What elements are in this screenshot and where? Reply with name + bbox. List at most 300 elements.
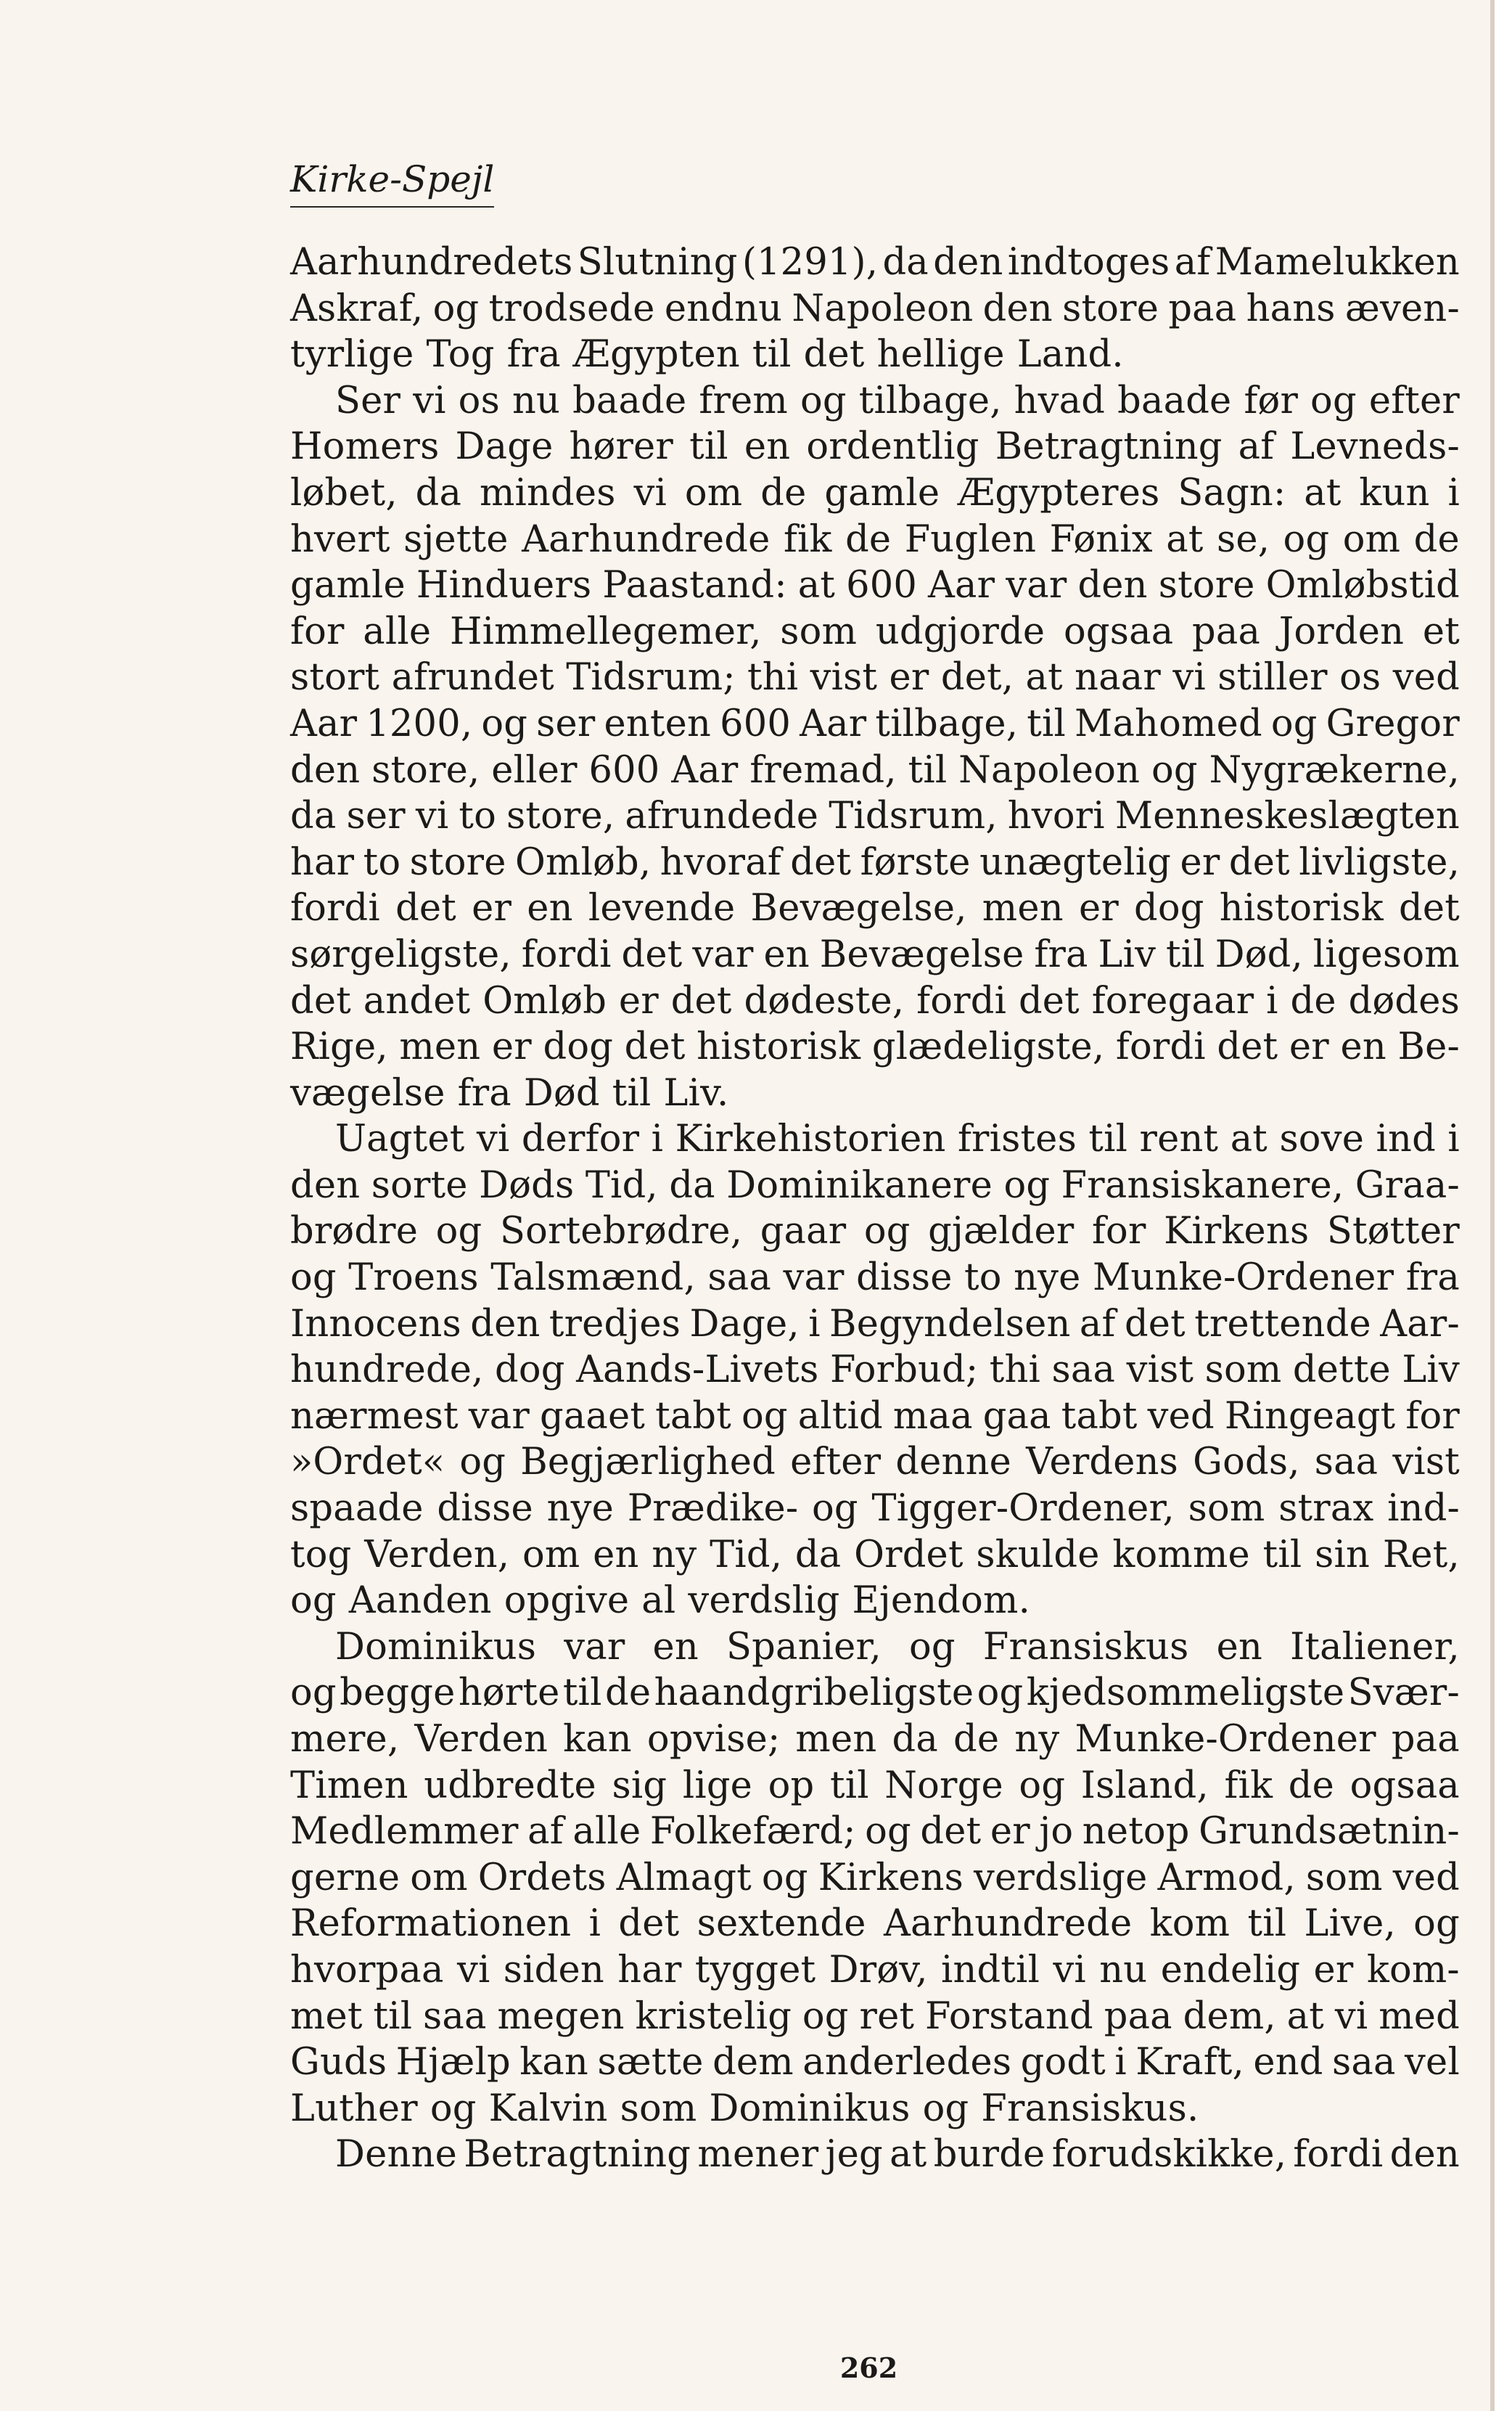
word: hvori [1007, 795, 1105, 838]
word: se, [1216, 517, 1270, 561]
word: som [620, 2087, 697, 2130]
word: sørgeligste, [290, 933, 511, 976]
word: Reformationen [290, 1902, 572, 1946]
word: Mahomed [1075, 702, 1262, 745]
word: Dominikus [709, 2087, 911, 2130]
word: da [290, 795, 337, 838]
word: med [1379, 1994, 1460, 2038]
word: var [468, 1394, 530, 1438]
word: Fransiskus [982, 1625, 1189, 1669]
word: Fransiskanere, [1061, 1163, 1344, 1207]
word: det [1217, 1026, 1278, 1069]
word: om [684, 471, 743, 515]
text-line [290, 1347, 1460, 1393]
word: og [865, 1810, 911, 1854]
word: saa [707, 1256, 771, 1300]
text-line [290, 1578, 1460, 1624]
word: og [290, 1256, 337, 1300]
word: dette [1292, 1348, 1391, 1392]
word: den [470, 1302, 541, 1346]
word: gamle [824, 471, 940, 515]
word: om [410, 1856, 468, 1899]
word: en [1216, 1625, 1262, 1669]
word: til [689, 425, 728, 469]
word: verdslige [974, 1856, 1148, 1899]
word: Grundsætnin- [1199, 1810, 1460, 1854]
word: hører [569, 425, 674, 469]
word: kan [519, 2041, 588, 2084]
word: æven- [1344, 287, 1460, 330]
word: som [1204, 1348, 1282, 1392]
word: derfor [521, 1118, 640, 1161]
body-text [290, 240, 1460, 2178]
word: baade [1117, 379, 1232, 422]
word: har [290, 840, 355, 884]
word: Gods, [1193, 1441, 1300, 1484]
word: nye [546, 1487, 615, 1531]
word: ogsaa [1349, 1764, 1460, 1807]
word: vi [1172, 656, 1206, 700]
word: Napoleon [792, 287, 974, 330]
word: ret [859, 1994, 915, 2038]
word: Verdens [1026, 1441, 1179, 1484]
word: hørte [458, 1671, 560, 1715]
word: en [527, 887, 573, 930]
word: 600 [720, 702, 792, 745]
word: vægelse [290, 1071, 445, 1115]
word: kom- [1366, 1948, 1460, 1992]
word: Homers [290, 425, 440, 469]
text-line [290, 1716, 1460, 1763]
word: foregaar [1091, 979, 1254, 1023]
word: i [1114, 2041, 1127, 2084]
text-line [290, 655, 1460, 701]
word: for [1091, 1210, 1146, 1253]
word: det [1399, 887, 1460, 930]
word: saa [1314, 1441, 1379, 1484]
word: Paastand: [602, 564, 787, 607]
word: dog [1134, 887, 1204, 930]
word: al [641, 1579, 676, 1623]
word: Aar [290, 702, 358, 745]
word: Prædike- [627, 1487, 799, 1531]
word: det [1124, 1302, 1186, 1346]
word: og [909, 1625, 956, 1669]
word: Graa- [1355, 1163, 1460, 1207]
word: Himmellegemer, [449, 610, 762, 653]
word: jo [1039, 1810, 1074, 1854]
word: Land. [1016, 333, 1124, 377]
word: Medlemmer [290, 1810, 519, 1854]
word: den [290, 748, 361, 792]
word: Innocens [290, 1302, 461, 1346]
word: og [459, 1441, 506, 1484]
word: Rige, [290, 1026, 388, 1069]
word: Sortebrødre, [499, 1210, 743, 1253]
word: til [752, 333, 792, 377]
word: os [458, 379, 500, 422]
word: er [889, 656, 929, 700]
word: Tid, [585, 1163, 658, 1207]
word: og [435, 1210, 482, 1253]
word: Armod, [1157, 1856, 1296, 1899]
word: de [760, 471, 807, 515]
word: paa [1168, 287, 1237, 330]
word: vi [1334, 1994, 1368, 2038]
word: Nygrækerne, [1209, 748, 1460, 792]
word: trettende [1194, 1302, 1371, 1346]
word: Troens [348, 1256, 479, 1300]
word: sorte [371, 1163, 468, 1207]
word: en [652, 1625, 699, 1669]
word: kom [1149, 1902, 1230, 1946]
word: gaaet [539, 1394, 646, 1438]
word: Munke-Ordener [1093, 1256, 1394, 1300]
word: store, [371, 748, 480, 792]
word: sin [1315, 1533, 1371, 1576]
word: og [290, 1579, 337, 1623]
word: Jorden [1278, 610, 1405, 653]
word: en [1340, 1026, 1386, 1069]
text-line [290, 748, 1460, 794]
text-line [290, 1670, 1460, 1716]
word: alle [572, 1810, 641, 1854]
word: Død, [1215, 933, 1303, 976]
word: det [395, 887, 456, 930]
word: fik [783, 517, 832, 561]
word: vi [633, 471, 667, 515]
word: Betragtning [464, 2133, 691, 2177]
word: og [1310, 379, 1357, 422]
word: jeg [825, 2133, 883, 2177]
word: saa [1332, 2041, 1396, 2084]
word: Kirkehistorien [675, 1118, 946, 1161]
word: Begjærlighed [520, 1441, 776, 1484]
word: fordi [1115, 1026, 1206, 1069]
word: Slutning [577, 241, 738, 284]
word: vist [1126, 1348, 1194, 1392]
word: og [1151, 748, 1198, 792]
word: store, [506, 795, 615, 838]
word: den [1077, 564, 1148, 607]
word: første [860, 840, 971, 884]
word: denne [895, 1441, 1012, 1484]
word: og [802, 1994, 849, 2038]
word: ind- [1387, 1487, 1460, 1531]
word: hans [1246, 287, 1336, 330]
word: sætte [597, 2041, 704, 2084]
word: end [1253, 2041, 1323, 2084]
text-line [290, 885, 1460, 932]
word: sig [612, 1764, 667, 1807]
word: Live, [1304, 1902, 1396, 1946]
word: nye [1014, 1256, 1081, 1300]
word: Ægypten [572, 333, 740, 377]
word: vi [415, 795, 449, 838]
word: Ægypteres [958, 471, 1160, 515]
word: Timen [290, 1764, 408, 1807]
word: det [790, 840, 852, 884]
text-line [290, 378, 1460, 425]
word: ordentlig [806, 425, 979, 469]
word: sove [1279, 1118, 1365, 1161]
word: paa [1104, 1994, 1172, 2038]
word: dødes [1348, 979, 1460, 1023]
word: thi [989, 1348, 1041, 1392]
word: Almagt [616, 1856, 752, 1899]
word: Levneds- [1290, 425, 1460, 469]
word: om [1342, 517, 1401, 561]
word: er [472, 887, 512, 930]
word: de [1290, 979, 1336, 1023]
word: Aar [671, 748, 739, 792]
word: udbredte [424, 1764, 596, 1807]
word: er [618, 979, 659, 1023]
word: stort [290, 656, 380, 700]
word: Omløb [482, 979, 607, 1023]
word: vi [413, 379, 446, 422]
word: udgjorde [875, 610, 1045, 653]
word: hvad [1014, 379, 1106, 422]
word: to [964, 1256, 1002, 1300]
word: Mamelukken [1215, 241, 1460, 284]
word: forudskikke, [1051, 2133, 1287, 2177]
word: en [763, 933, 810, 976]
word: da [415, 471, 462, 515]
word: opgive [504, 1579, 630, 1623]
word: Kirkens [818, 1856, 964, 1899]
word: til [1247, 1902, 1287, 1946]
word: kun [1359, 471, 1430, 515]
word: 600 [846, 564, 918, 607]
word: begge [340, 1671, 456, 1715]
word: det [803, 333, 865, 377]
word: megen [497, 1994, 625, 2038]
text-line [290, 1208, 1460, 1255]
word: og [481, 702, 528, 745]
word: Forbud; [829, 1348, 979, 1392]
word: frem [699, 379, 788, 422]
word: ny [1014, 1718, 1060, 1761]
word: om [522, 1533, 580, 1576]
word: de [845, 517, 892, 561]
running-head: Kirke-Spejl [290, 158, 494, 208]
text-line [290, 1071, 1460, 1117]
word: Sagn: [1178, 471, 1286, 515]
word: det [920, 1810, 982, 1854]
word: er [1078, 887, 1119, 930]
word: Drøv, [829, 1948, 928, 1992]
word: saa [423, 1994, 487, 2038]
word: altid [797, 1394, 883, 1438]
word: trodsede [488, 287, 655, 330]
text-line [290, 793, 1460, 840]
word: enten [604, 702, 712, 745]
word: Ret, [1382, 1533, 1460, 1576]
text-line [290, 1255, 1460, 1301]
word: ligesom [1312, 933, 1460, 976]
text-line [290, 1163, 1460, 1209]
word: Folkefærd; [649, 1810, 856, 1854]
text-line [290, 286, 1460, 332]
word: og [800, 379, 847, 422]
word: Død [523, 1071, 600, 1115]
text-line [290, 1301, 1460, 1348]
word: 600 [588, 748, 660, 792]
word: Luther [290, 2087, 418, 2130]
word: dog [495, 1348, 565, 1392]
text-line [290, 1024, 1460, 1071]
word: en [744, 425, 791, 469]
word: er [990, 1810, 1030, 1854]
word: Island, [1080, 1764, 1209, 1807]
text-line [290, 1624, 1460, 1671]
word: nærmest [290, 1394, 459, 1438]
word: og [430, 2087, 477, 2130]
word: Aarhundrede [522, 517, 771, 561]
word: disse [437, 1487, 533, 1531]
word: det [618, 1902, 680, 1946]
word: fik [1224, 1764, 1273, 1807]
word: har [617, 1948, 682, 1992]
word: at [889, 2133, 927, 2177]
word: Be- [1397, 1026, 1460, 1069]
word: Dominikus [335, 1625, 537, 1669]
word: i [1266, 979, 1278, 1023]
word: Ringeagt [1224, 1394, 1396, 1438]
text-line [290, 2132, 1460, 2178]
word: Døds [479, 1163, 575, 1207]
word: da [882, 241, 929, 284]
word: som [780, 610, 858, 653]
word: saa [1051, 1348, 1116, 1392]
text-line [290, 562, 1460, 609]
word: et [1422, 610, 1460, 653]
word: af [1238, 425, 1275, 469]
word: Munke-Ordener [1075, 1718, 1376, 1761]
word: og [1413, 1902, 1460, 1946]
word: Bevægelse [819, 933, 1024, 976]
word: dem, [1183, 1994, 1276, 2038]
word: »Ordet« [290, 1441, 445, 1484]
word: baade [572, 379, 687, 422]
word: er [1289, 1026, 1329, 1069]
word: af [1079, 1302, 1116, 1346]
word: af [1174, 241, 1211, 284]
word: tabt [655, 1394, 731, 1438]
word: Tidsrum; [566, 656, 736, 700]
text-line [290, 240, 1460, 286]
word: Verden [414, 1718, 548, 1761]
word: burde [933, 2133, 1045, 2177]
word: og [741, 1394, 788, 1438]
word: fra [1034, 933, 1088, 976]
word: komme [1112, 1533, 1250, 1576]
word: de [953, 1718, 1000, 1761]
word: fordi [521, 933, 612, 976]
word: til [1262, 1533, 1302, 1576]
word: i [588, 1902, 601, 1946]
word: til [1088, 1118, 1128, 1161]
word: tilbage, [875, 702, 1019, 745]
word: disse [856, 1256, 953, 1300]
word: fristes [957, 1118, 1077, 1161]
word: vist [810, 656, 878, 700]
word: at [1304, 471, 1342, 515]
word: mindes [479, 471, 616, 515]
word: løbet, [290, 471, 398, 515]
word: ny [652, 1533, 697, 1576]
word: de [604, 1671, 652, 1715]
word: kristelig [635, 1994, 792, 2038]
word: Ser [335, 379, 401, 422]
word: store [409, 840, 506, 884]
text-line [290, 609, 1460, 655]
word: strax [1278, 1487, 1374, 1531]
word: store [1158, 564, 1255, 607]
word: andet [363, 979, 471, 1023]
word: mere, [290, 1718, 400, 1761]
word: men [399, 1026, 481, 1069]
word: Aanden [348, 1579, 492, 1623]
word: Tigger-Ordener, [871, 1487, 1175, 1531]
word: men [795, 1718, 877, 1761]
word: det [621, 933, 683, 976]
word: dog [543, 1026, 614, 1069]
word: og [863, 1210, 911, 1253]
word: til [1166, 933, 1205, 976]
word: siden [503, 1948, 604, 1992]
word: kjedsommeligste [1026, 1671, 1345, 1715]
word: at [1230, 1118, 1267, 1161]
word: den [290, 1163, 361, 1207]
word: nu [1099, 1948, 1148, 1992]
word: alle [363, 610, 432, 653]
text-line [290, 1855, 1460, 1902]
word: Aar [800, 702, 867, 745]
word: Dage, [689, 1302, 800, 1346]
word: anderledes [802, 2041, 1012, 2084]
text-line [290, 1809, 1460, 1855]
word: i [651, 1118, 664, 1161]
word: den [982, 287, 1053, 330]
word: til [908, 748, 948, 792]
word: og [1270, 702, 1318, 745]
word: Aar- [1380, 1302, 1460, 1346]
word: levende [588, 887, 736, 930]
text-line [290, 470, 1460, 517]
word: gaar [760, 1210, 847, 1253]
word: livligste, [1299, 840, 1460, 884]
word: fordi [290, 887, 380, 930]
word: den [1389, 2133, 1460, 2177]
word: Tog [426, 333, 495, 377]
word: en [593, 1533, 639, 1576]
word: det [670, 979, 732, 1023]
word: Aar [928, 564, 995, 607]
word: endelig [1160, 1948, 1301, 1992]
word: mener [697, 2133, 819, 2177]
word: vi [456, 1948, 490, 1992]
word: lige [682, 1764, 753, 1807]
text-line [290, 1393, 1460, 1440]
word: Aarhundrede [883, 1902, 1133, 1946]
word: fremad, [749, 748, 897, 792]
word: Dage [455, 425, 554, 469]
word: Hinduers [416, 564, 592, 607]
word: Svær- [1347, 1671, 1460, 1715]
word: Aarhundredets [290, 241, 573, 284]
